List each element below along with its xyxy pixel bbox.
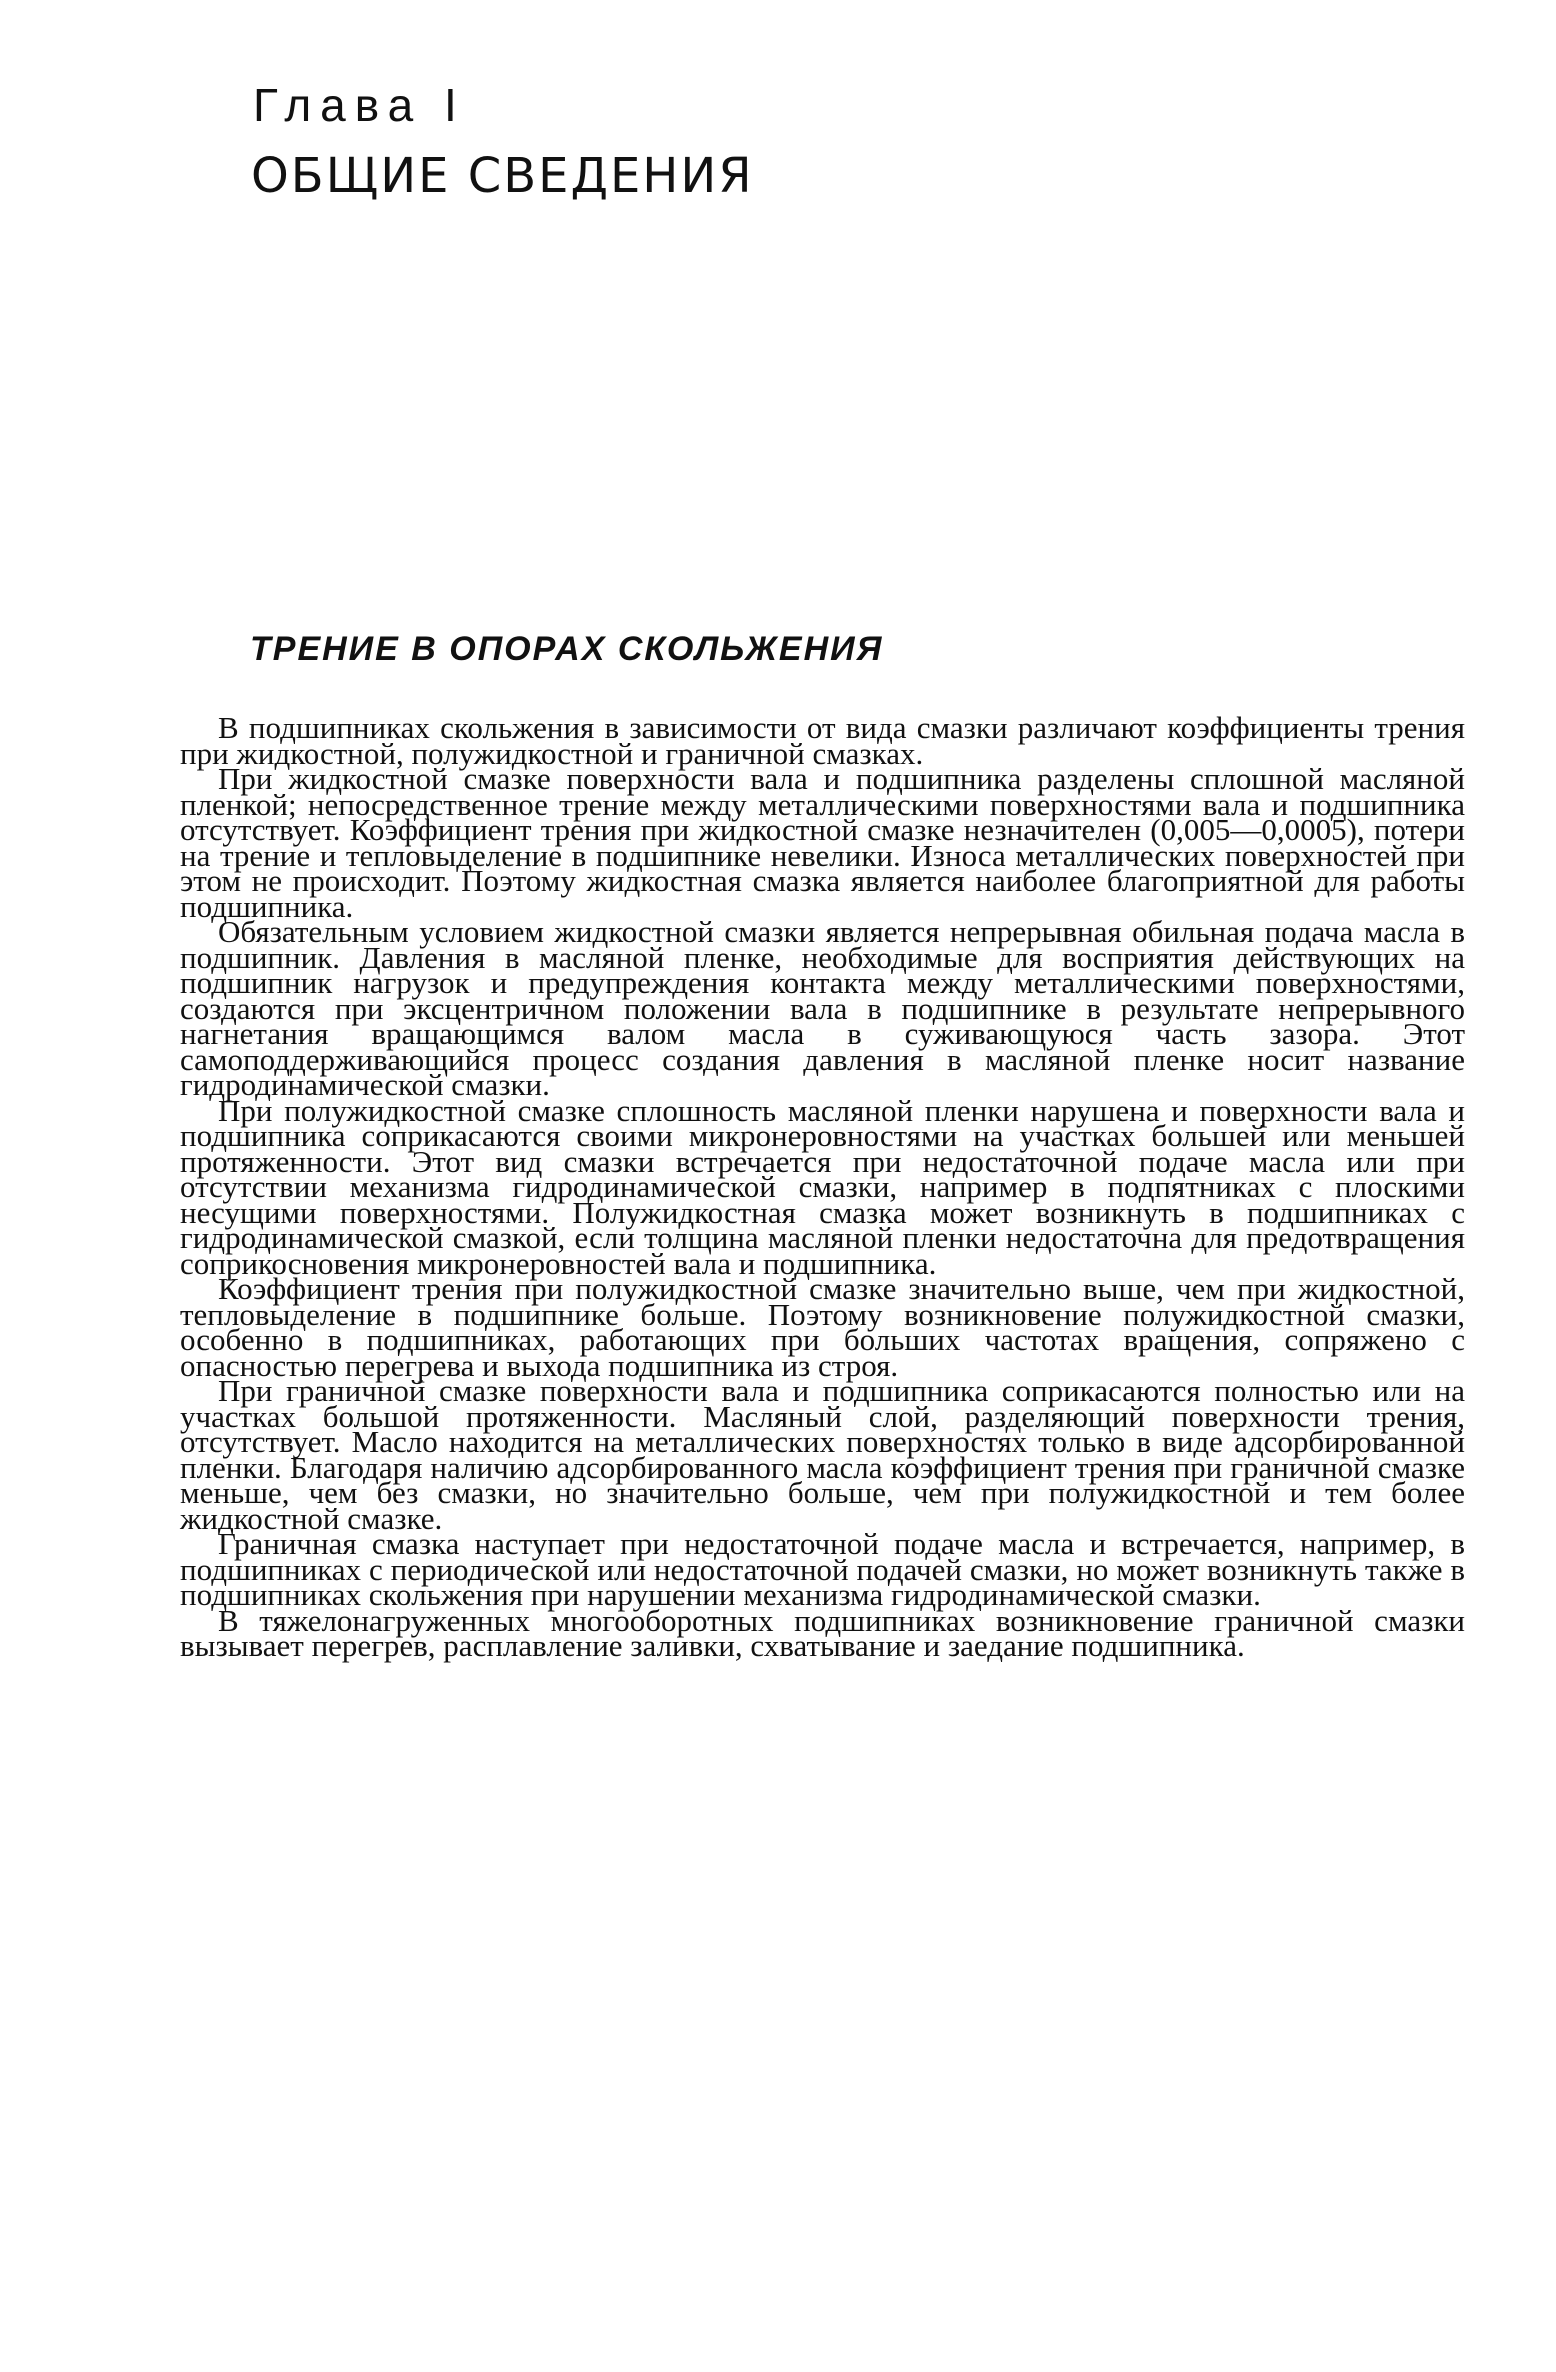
chapter-title: ОБЩИЕ СВЕДЕНИЯ xyxy=(251,148,754,204)
paragraph: Граничная смазка наступает при недостаточной подаче масла и встречается, например, в подшипниках с периодической или недостаточной подачей смазки, но может возникнуть также в подшипниках скольжения при нарушении механизма гидродинамической смазки. xyxy=(180,1526,1465,1612)
paragraph: При полужидкостной смазке сплошность масляной пленки нарушена и поверхности вала и подшипника соприкасаются своими микронеровностями на участках большей или меньшей протяженности. Этот вид смазки встречается при недостаточной подаче масла или при отсутствии механизма гидродинамической смазки, например в подпятниках с плоскими несущими поверхностями. Полужидкостная смазка может возникнуть в подшипниках с гидродинамической смазкой, если толщина масляной пленки недостаточна для предотвращения соприкосновения микронеровностей вала и подшипника. xyxy=(180,1092,1465,1281)
paragraph: Обязательным условием жидкостной смазки является непрерывная обильная подача масла в подшипник. Давления в масляной пленке, необходимые для восприятия действующих на подшипник нагрузок и предупреждения контакта между металлическими поверхностями, создаются при эксцентричном положении вала в подшипнике в результате непрерывного нагнетания вращающимся валом масла в суживающуюся часть зазора. Этот самоподдерживающийся процесс создания давления в масляной пленке носит название гидродинамической смазки. xyxy=(180,914,1465,1102)
chapter-label: Глава I xyxy=(253,79,466,131)
paragraph: В подшипниках скольжения в зависимости от вида смазки различают коэффициенты трения при жидкостной, полужидкостной и граничной смазках. xyxy=(180,710,1465,771)
section-heading: ТРЕНИЕ В ОПОРАХ СКОЛЬЖЕНИЯ xyxy=(250,630,884,668)
paragraph: В тяжелонагруженных многооборотных подшипниках возникновение граничной смазки вызывает перегрев, расплавление заливки, схватывание и заедание подшипника. xyxy=(180,1602,1465,1663)
paragraph: Коэффициент трения при полужидкостной смазке значительно выше, чем при жидкостной, тепловыделение в подшипнике больше. Поэтому возникновение полужидкостной смазки, особенно в подшипниках, работающих при больших частотах вращения, сопряжено с опасностью перегрева и выхода подшипника из строя. xyxy=(180,1271,1465,1383)
paragraph: При граничной смазке поверхности вала и подшипника соприкасаются полностью или на участках большой протяженности. Масляный слой, разделяющий поверхности трения, отсутствует. Масло находится на металлических поверхностях только в виде адсорбированной пленки. Благодаря наличию адсорбированного масла коэффициент трения при граничной смазке меньше, чем без смазки, но значительно больше, чем при полужидкостной и тем более жидкостной смазке. xyxy=(180,1373,1465,1536)
paragraph: При жидкостной смазке поверхности вала и подшипника разделены сплошной масляной пленкой; непосредственное трение между металлическими поверхностями вала и подшипника отсутствует. Коэффициент трения при жидкостной смазке незначителен (0,005—0,0005), потери на трение и тепловыделение в подшипнике невелики. Износа металлических поверхностей при этом не происходит. Поэтому жидкостная смазка является наиболее благоприятной для работы подшипника. xyxy=(180,761,1465,924)
body-text xyxy=(180,710,1465,1663)
